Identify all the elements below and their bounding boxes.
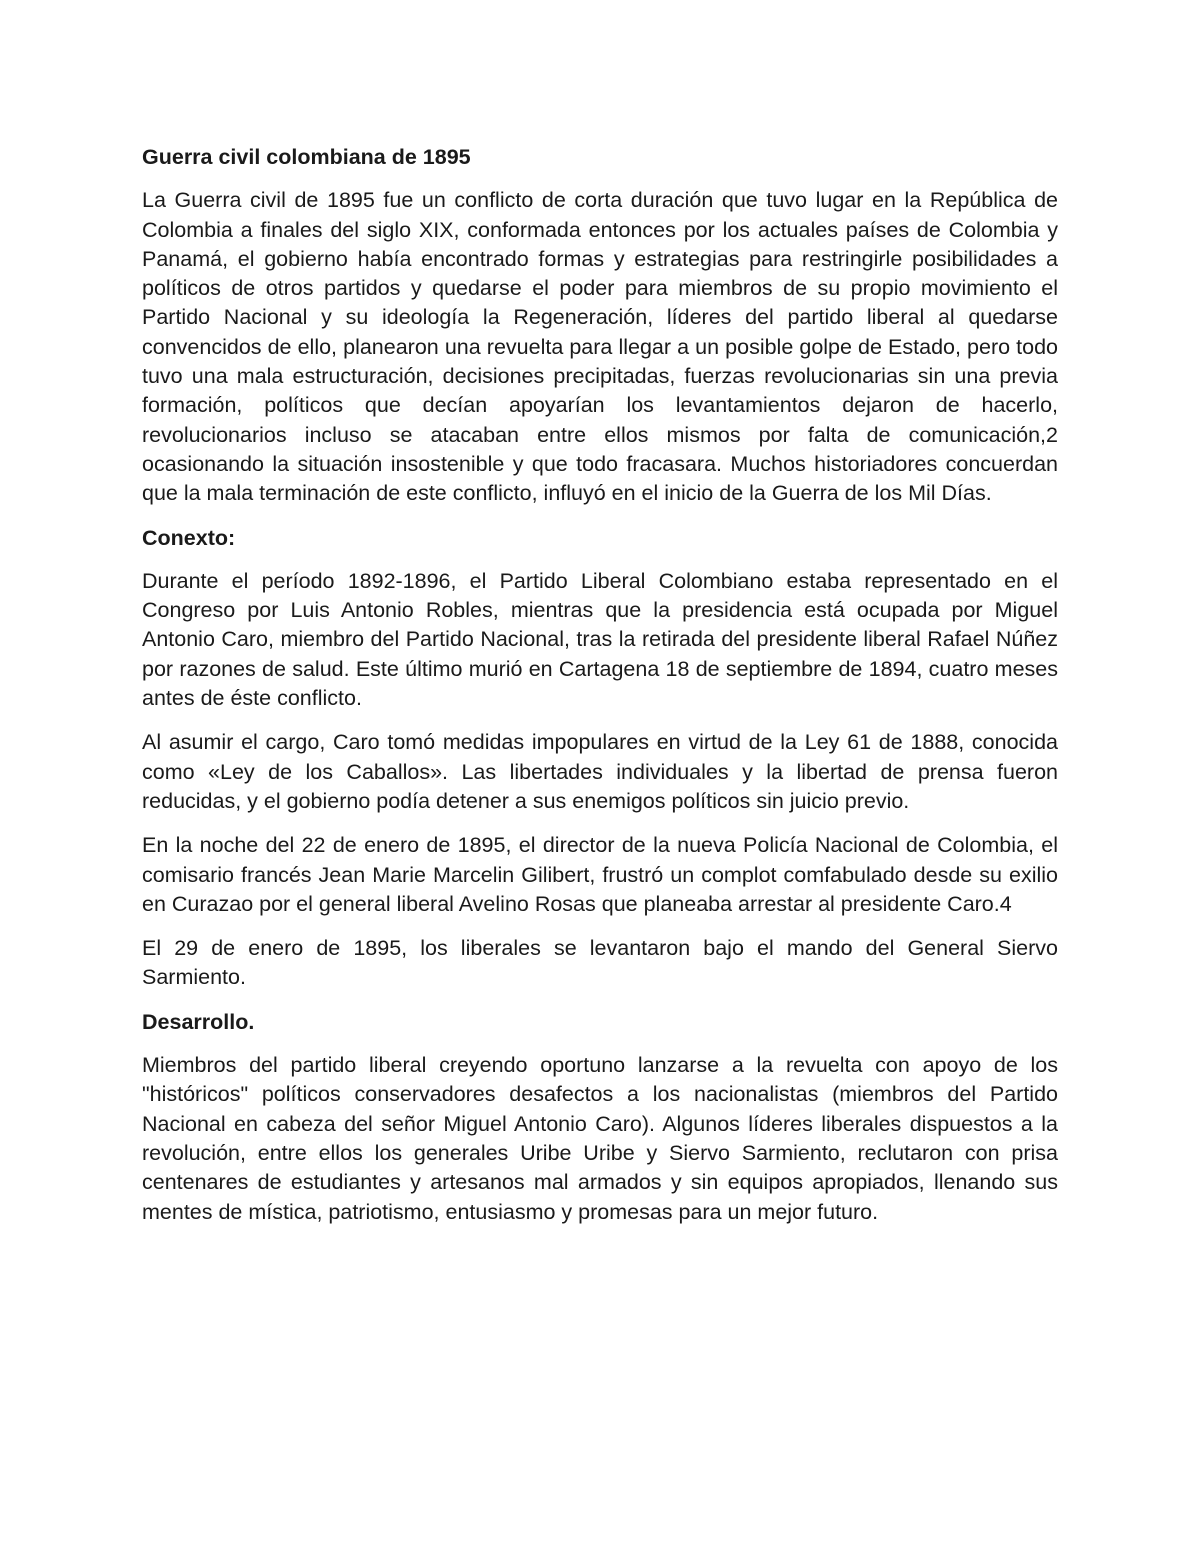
context-paragraph-3: En la noche del 22 de enero de 1895, el director de la nueva Policía Nacional de Colombia, el comisario francés Jean Marie Marcelin Gilibert, frustró un complot comfabulado desde su exilio en Curazao por el general liberal Avelino Rosas que planeaba arrestar al presidente Caro.4 [142, 833, 1058, 916]
development-paragraph-1: Miembros del partido liberal creyendo oportuno lanzarse a la revuelta con apoyo de los "históricos" políticos conservadores desafectos a los nacionalistas (miembros del Partido Nacional en cabeza del señor Miguel Antonio Caro). Algunos líderes liberales dispuestos a la revolución, entre ellos los generales Uribe Uribe y Siervo Sarmiento, reclutaron con prisa centenares de estudiantes y artesanos mal armados y sin equipos apropiados, llenando sus mentes de mística, patriotismo, entusiasmo y promesas para un mejor futuro. [142, 1053, 1058, 1224]
context-heading: Conexto: [142, 525, 236, 550]
intro-paragraph: La Guerra civil de 1895 fue un conflicto de corta duración que tuvo lugar en la República de Colombia a finales del siglo XIX, conformada entonces por los actuales países de Colombia y Panamá, el gobierno había encontrado formas y estrategias para restringirle posibilidades a políticos de otros partidos y quedarse el poder para miembros de su propio movimiento el Partido Nacional y su ideología la Regeneración, líderes del partido liberal al quedarse convencidos de ello, planearon una revuelta para llegar a un posible golpe de Estado, pero todo tuvo una mala estructuración, decisiones precipitadas, fuerzas revolucionarias sin una previa formación, políticos que decían apoyarían los levantamientos dejaron de hacerlo, revolucionarios incluso se atacaban entre ellos mismos por falta de comunicación,2 ocasionando la situación insostenible y que todo fracasara. Muchos historiadores concuerdan que la mala terminación de este conflicto, influyó en el inicio de la Guerra de los Mil Días. [142, 188, 1058, 506]
document-title: Guerra civil colombiana de 1895 [142, 145, 471, 169]
context-paragraph-2: Al asumir el cargo, Caro tomó medidas impopulares en virtud de la Ley 61 de 1888, conocida como «Ley de los Caballos». Las libertades individuales y la libertad de prensa fueron reducidas, y el gobierno podía detener a sus enemigos políticos sin juicio previo. [142, 730, 1058, 813]
development-heading: Desarrollo. [142, 1009, 255, 1034]
context-paragraph-4: El 29 de enero de 1895, los liberales se levantaron bajo el mando del General Siervo Sarmiento. [142, 936, 1058, 990]
document-page [142, 143, 1058, 1242]
context-paragraph-1: Durante el período 1892-1896, el Partido Liberal Colombiano estaba representado en el Congreso por Luis Antonio Robles, mientras que la presidencia está ocupada por Miguel Antonio Caro, miembro del Partido Nacional, tras la retirada del presidente liberal Rafael Núñez por razones de salud. Este último murió en Cartagena 18 de septiembre de 1894, cuatro meses antes de éste conflicto. [142, 568, 1058, 711]
